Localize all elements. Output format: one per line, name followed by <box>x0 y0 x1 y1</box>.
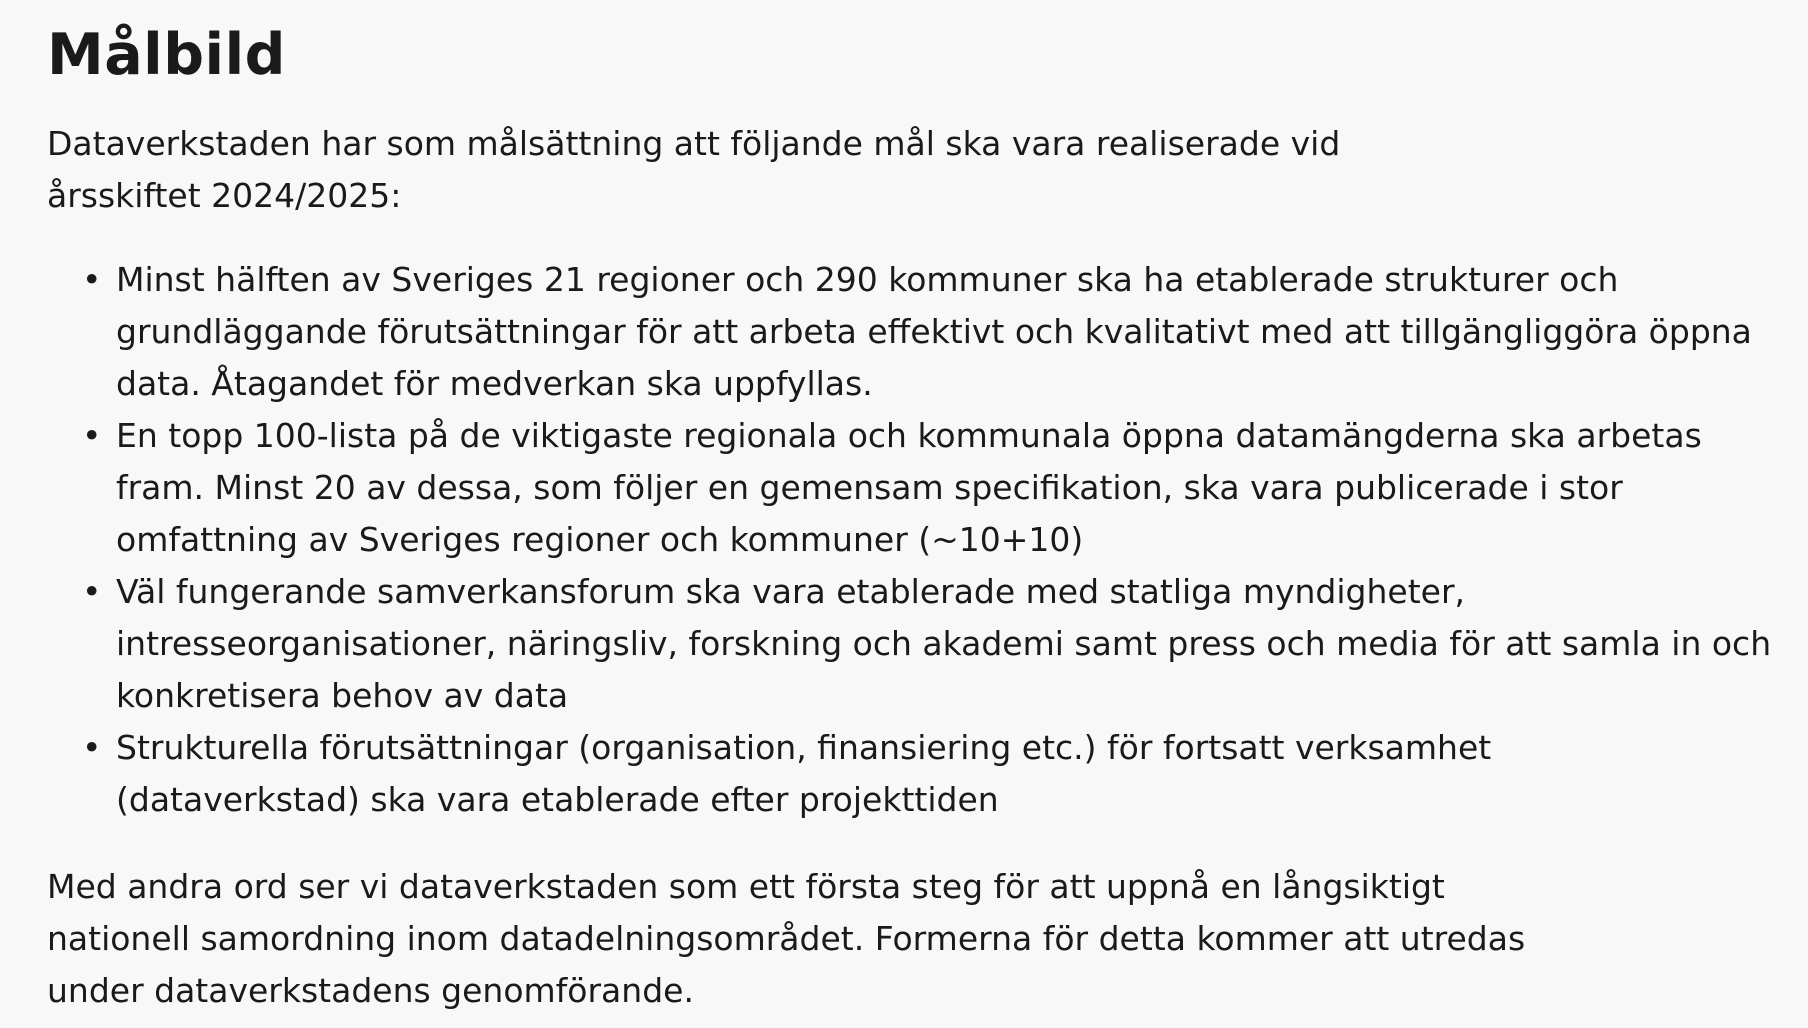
bullet-icon: • <box>82 260 102 299</box>
list-item <box>82 254 1756 410</box>
list-item <box>82 566 1776 722</box>
goal-text: Strukturella förutsättningar (organisation, finansiering etc.) för fortsatt verksamhet (dataverkstad) ska vara etablerade efter projekttiden <box>116 728 1492 819</box>
document-section <box>47 16 1772 1017</box>
section-title: Målbild <box>47 22 286 88</box>
goal-text: Väl fungerande samverkansforum ska vara etablerade med statliga myndigheter, intresseorganisationer, näringsliv, forskning och akademi samt press och media för att samla in och konkretisera behov av data <box>116 572 1772 715</box>
list-item <box>82 722 1716 826</box>
list-item <box>82 410 1776 566</box>
intro-paragraph: Dataverkstaden har som målsättning att följande mål ska vara realiserade vid årsskiftet 2024/2025: <box>47 124 1341 215</box>
goal-text: En topp 100-lista på de viktigaste regionala och kommunala öppna datamängderna ska arbetas fram. Minst 20 av dessa, som följer en gemensam specifikation, ska vara publicerade i stor omfattning av Sveriges regioner och kommuner (~10+10) <box>116 416 1702 559</box>
goals-list <box>47 254 1772 826</box>
bullet-icon: • <box>82 728 102 767</box>
bullet-icon: • <box>82 416 102 455</box>
bullet-icon: • <box>82 572 102 611</box>
goal-text: Minst hälften av Sveriges 21 regioner och 290 kommuner ska ha etablerade strukturer och grundläggande förutsättningar för att arbeta effektivt och kvalitativt med att tillgängliggöra öppna data. Åtagandet för medverkan ska uppfyllas. <box>116 260 1752 403</box>
outro-paragraph: Med andra ord ser vi dataverkstaden som ett första steg för att uppnå en långsiktigt nationell samordning inom datadelningsområdet. Formerna för detta kommer att utredas under dataverkstadens genomförande. <box>47 867 1526 1010</box>
